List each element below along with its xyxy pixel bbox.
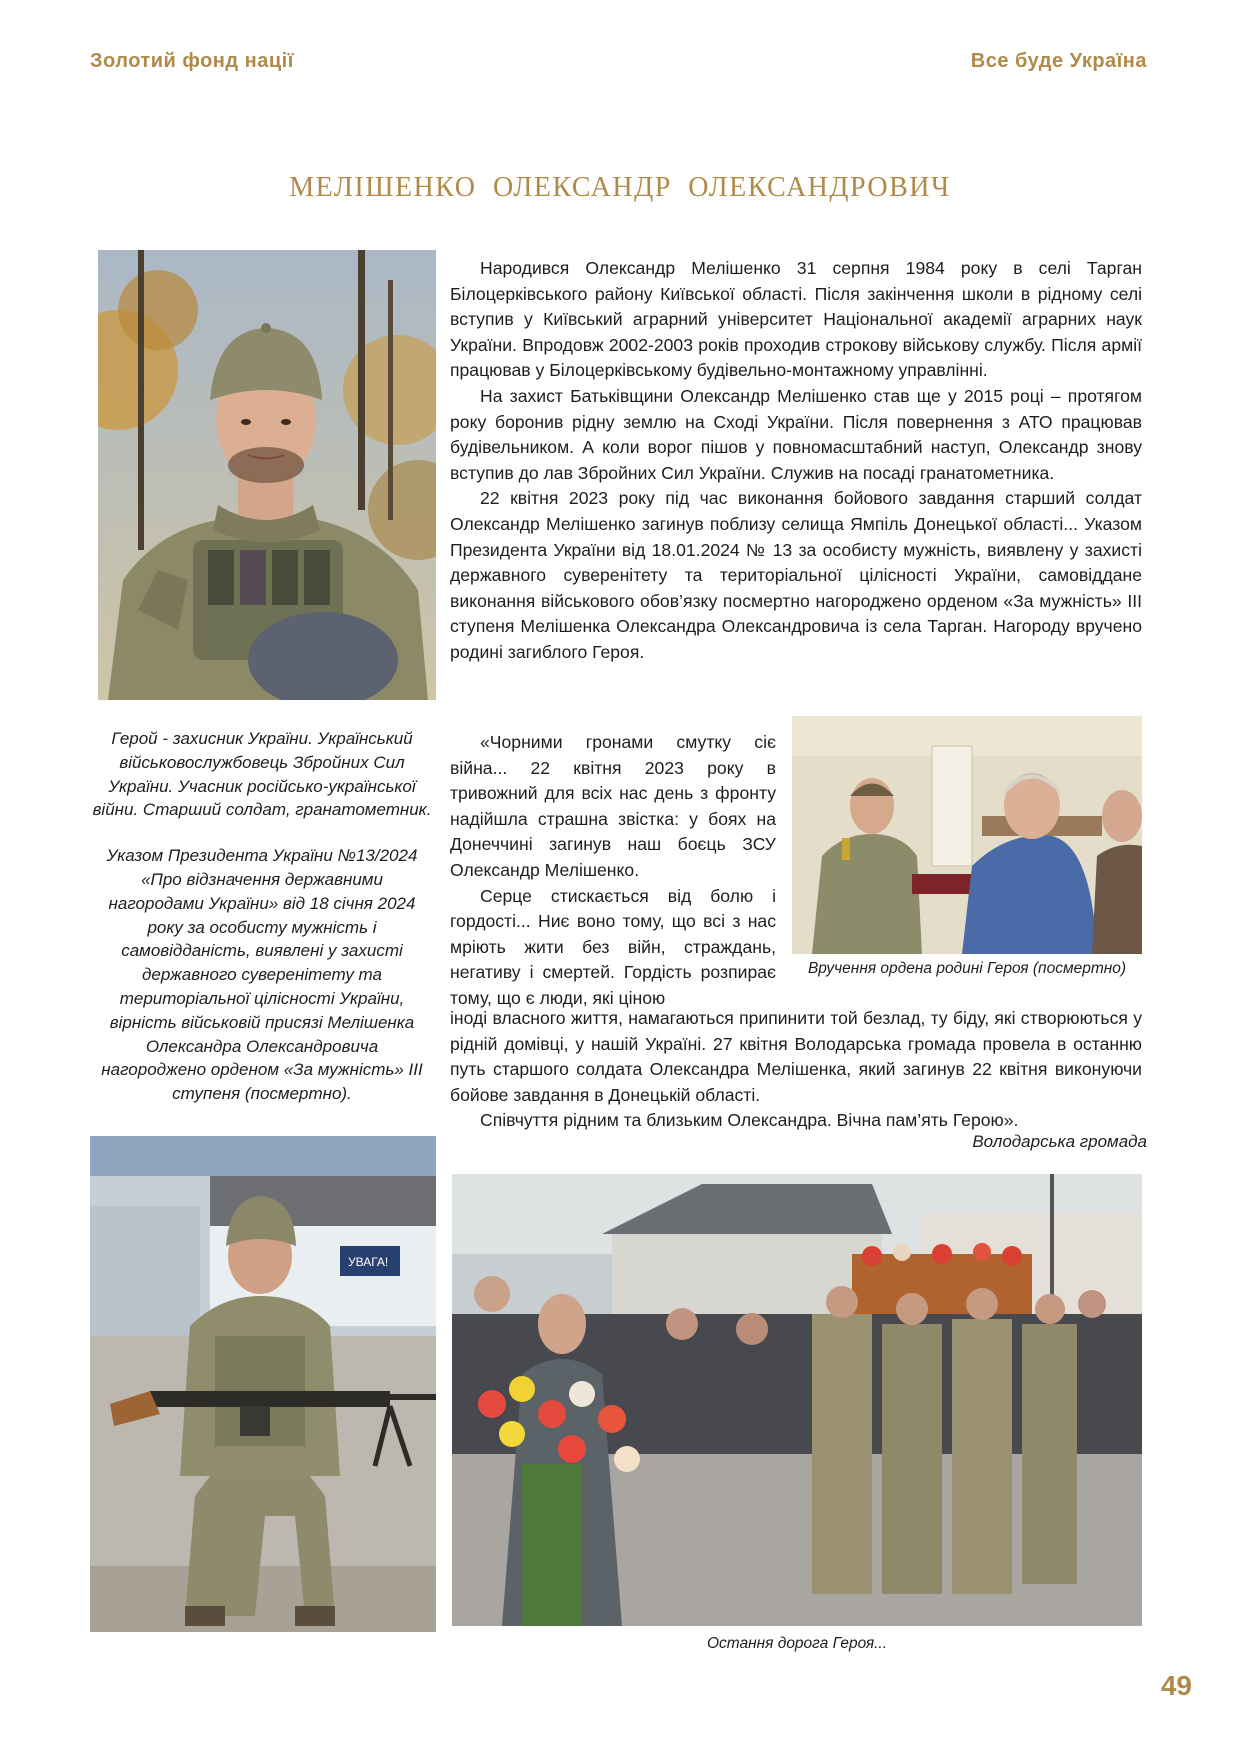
funeral-photo-caption: Остання дорога Героя... — [706, 1635, 888, 1652]
award-photo-caption: Вручення ордена родині Героя (посмертно) — [807, 960, 1127, 977]
hero-caption-block: Герой - захисник України. Український військовослужбовець Збройних Сил України. Учасник російсько-української війни. Старший солдат, гранатометник. — [92, 729, 432, 820]
running-header-right: Все буде Україна — [970, 50, 1147, 72]
funeral-procession-illustration — [452, 1174, 1142, 1626]
award-caption-block: Указом Президента України №13/2024 «Про відзначення державними нагородами України» від 18 січня 2024 року за особисту мужність і самовідданість, виявлені у захисті державного суверенітету та територіальної цілісності України, вірність військовій присязі Мелішенка Олександра Олександровича нагороджено орденом «За мужність» ІІІ ступеня (посмертно). — [101, 846, 423, 1104]
biography-paragraph: На захист Батьківщини Олександр Мелішенко став ще у 2015 році – протягом року боронив рідну землю на Сході України. Після повернення з АТО працював будівельником. А коли ворог пішов у повномасштабний наступ, Олександр знову вступив до лав Збройних Сил України. Служив на посаді гранатометника. — [450, 385, 1142, 483]
quote-paragraph: Серце стискається від болю і гордості... Ниє воно тому, що всі з нас мріють жити без війн, страждань, негативу і смертей. Гордість розпирає тому, що є люди, які ціною — [450, 885, 776, 1008]
page-title: МЕЛІШЕНКО ОЛЕКСАНДР ОЛЕКСАНДРОВИЧ — [289, 172, 951, 203]
portrait-illustration — [98, 250, 436, 700]
soldier-with-weapon-photo — [90, 1136, 436, 1632]
soldier-with-weapon-illustration — [90, 1136, 436, 1632]
award-ceremony-illustration — [792, 716, 1142, 954]
warning-sign-text: УВАГА! — [348, 1255, 389, 1269]
biography-text — [450, 256, 1142, 666]
quote-paragraph: Співчуття рідним та близьким Олександра. Вічна пам’ять Герою». — [480, 1110, 1019, 1131]
hero-caption — [92, 727, 432, 1106]
running-header-left: Золотий фонд нації — [90, 50, 294, 72]
biography-paragraph: 22 квітня 2023 року під час виконання бойового завдання старший солдат Олександр Мелішенко загинув поблизу селища Ямпіль Донецької області... Указом Президента України від 18.01.2024 № 13 за особисту мужність, виявлену у захисті державного суверенітету та територіальної цілісності України, самовіддане виконання військового обов’язку посмертно нагороджено орденом «За мужність» ІІІ ступеня Мелішенка Олександра Олександровича із села Тарган. Нагороду вручено родині загиблого Героя. — [450, 488, 1142, 662]
quote-paragraph: «Чорними гронами смутку сіє війна... 22 квітня 2023 року в тривожний для всіх нас день з фронту надійшла страшна звістка: у боях на Донеччині загинув наш боєць ЗСУ Олександр Мелішенко. — [450, 732, 776, 880]
quote-paragraph-continued: іноді власного життя, намагаються припинити той безлад, ту біду, які створюються у рідній домівці, у нашій Україні. 27 квітня Володарська громада провела в останню путь старшого солдата Олександра Мелішенка, який загинув 22 квітня виконуючи бойове завдання в Донецькій області. — [450, 1008, 1142, 1105]
award-ceremony-photo — [792, 716, 1142, 954]
quote-signature: Володарська громада — [972, 1132, 1147, 1151]
funeral-procession-photo — [452, 1174, 1142, 1626]
quote-text-narrow — [450, 730, 776, 1012]
portrait-photo — [98, 250, 436, 700]
page-number: 49 — [1160, 1670, 1192, 1701]
biography-paragraph: Народився Олександр Мелішенко 31 серпня 1984 року в селі Тарган Білоцерківського району Київської області. Після закінчення школи в рідному селі вступив у Київський аграрний університет Національної академії аграрних наук України. Впродовж 2002-2003 років проходив строкову військову службу. Після армії працював у Білоцерківському будівельно-монтажному управлінні. — [450, 258, 1142, 381]
quote-text-wide — [450, 1006, 1142, 1134]
